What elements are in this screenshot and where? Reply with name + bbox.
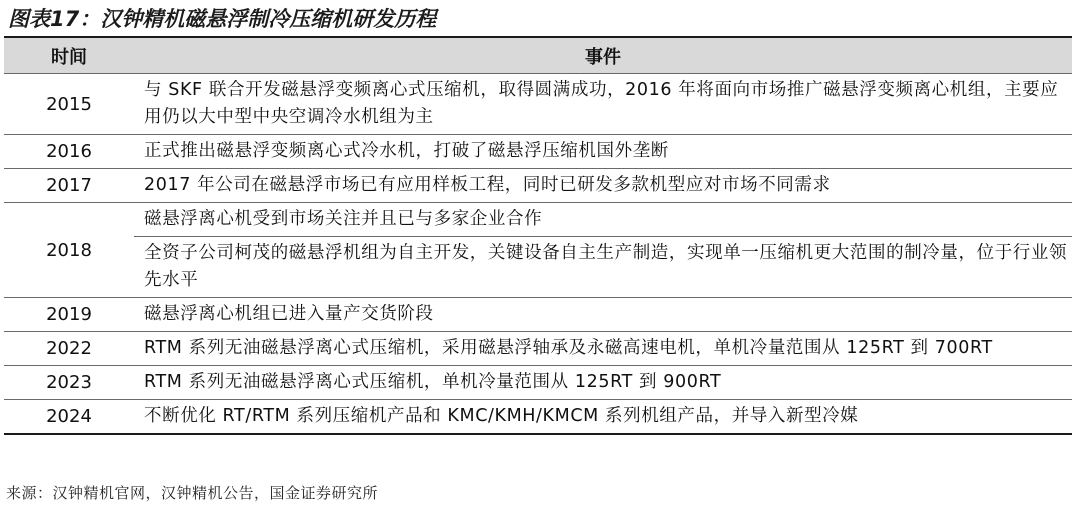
year-cell: 2015 [46, 93, 92, 115]
year-cell: 2024 [46, 406, 92, 427]
source-note: 来源：汉钟精机官网，汉钟精机公告，国金证券研究所 [6, 484, 379, 502]
event-cell [134, 169, 1072, 202]
year-cell: 2016 [46, 141, 92, 162]
year-cell: 2022 [46, 338, 92, 359]
event-text: 磁悬浮离心机受到市场关注并且已与多家企业合作 [144, 209, 543, 229]
event-cell [134, 203, 1072, 297]
year-cell: 2017 [46, 175, 92, 196]
event-text: 磁悬浮离心机组已进入量产交货阶段 [144, 304, 434, 324]
event-cell [134, 135, 1072, 168]
event-text: RTM 系列无油磁悬浮离心式压缩机，采用磁悬浮轴承及永磁高速电机，单机冷量范围从 125RT 到 700RT [144, 338, 993, 358]
table-row [4, 399, 1072, 433]
event-cell [134, 332, 1072, 365]
event-cell [134, 366, 1072, 399]
table-row [4, 134, 1072, 168]
year-cell: 2018 [46, 239, 92, 261]
year-cell: 2019 [46, 304, 92, 325]
table-row [4, 331, 1072, 365]
event-cell [134, 298, 1072, 331]
event-text: 与 SKF 联合开发磁悬浮变频离心式压缩机，取得圆满成功，2016 年将面向市场推广磁悬浮变频离心机组，主要应用仍以大中型中央空调冷水机组为主 [144, 80, 1059, 127]
event-text: 不断优化 RT/RTM 系列压缩机产品和 KMC/KMH/KMCM 系列机组产品，并导入新型冷媒 [144, 406, 859, 426]
figure-title: 图表17：汉钟精机磁悬浮制冷压缩机研发历程 [8, 7, 437, 31]
table-row [4, 168, 1072, 202]
table-row [4, 73, 1072, 134]
event-text: 全资子公司柯茂的磁悬浮机组为自主开发，关键设备自主生产制造，实现单一压缩机更大范围的制冷量，位于行业领先水平 [134, 236, 1072, 297]
table-header [4, 38, 1072, 73]
event-cell [134, 74, 1072, 134]
event-text: 正式推出磁悬浮变频离心式冷水机，打破了磁悬浮压缩机国外垄断 [144, 141, 669, 161]
table-row [4, 297, 1072, 331]
header-event: 事件 [585, 46, 621, 68]
header-time: 时间 [51, 46, 87, 68]
year-cell: 2023 [46, 372, 92, 393]
event-text: RTM 系列无油磁悬浮离心式压缩机，单机冷量范围从 125RT 到 900RT [144, 372, 722, 392]
event-cell [134, 400, 1072, 433]
event-text: 2017 年公司在磁悬浮市场已有应用样板工程，同时已研发多款机型应对市场不同需求 [144, 175, 831, 195]
table-row [4, 365, 1072, 399]
table-row [4, 202, 1072, 297]
timeline-table [4, 36, 1072, 435]
